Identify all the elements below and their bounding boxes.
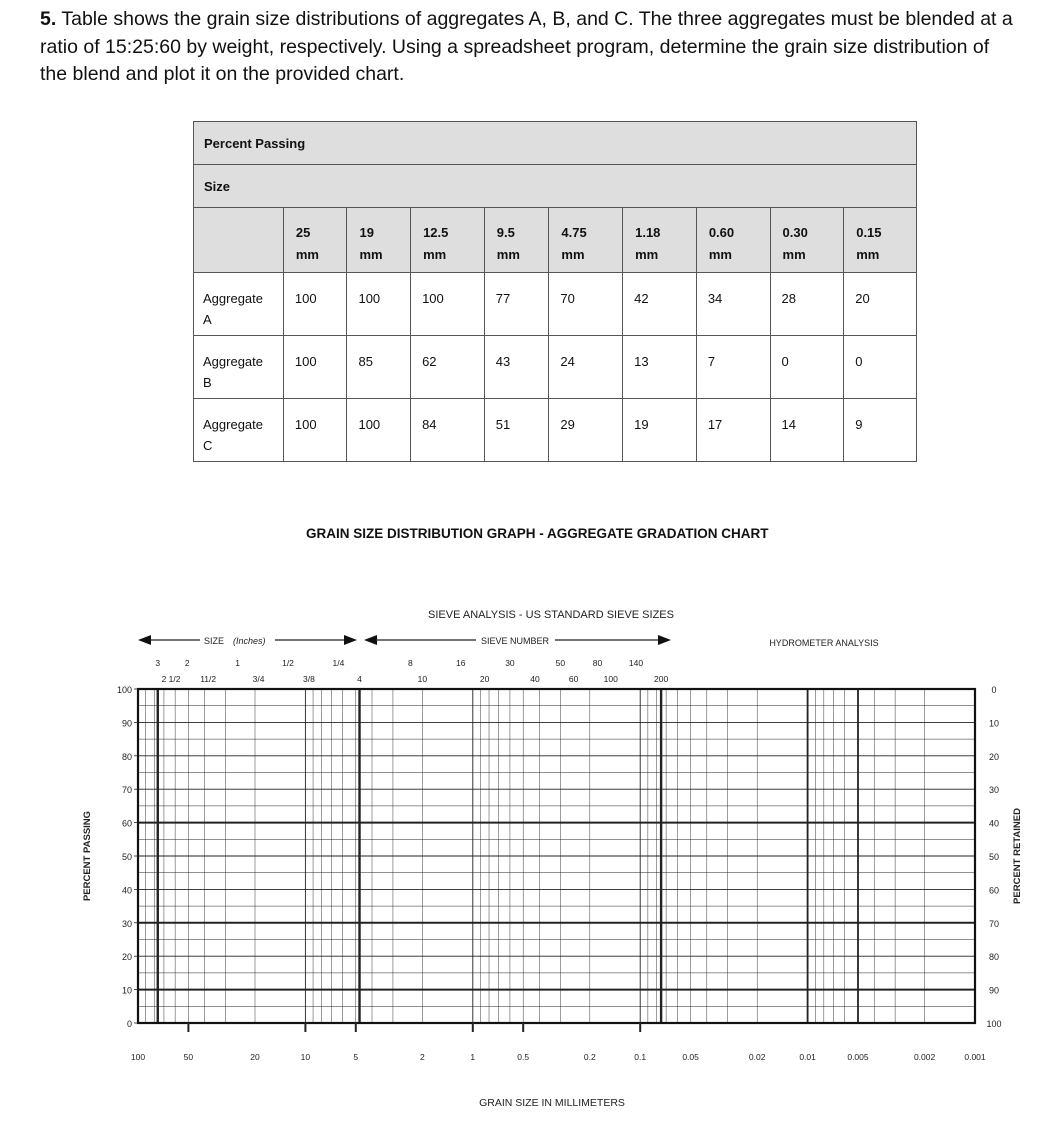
- size-cell: 19 mm: [347, 208, 411, 273]
- sieve-size-label: 16: [456, 658, 466, 668]
- sieve-size-label: 1: [235, 658, 240, 668]
- y-axis-right-label: PERCENT RETAINED: [1012, 808, 1023, 904]
- chart-grid: [134, 635, 975, 1032]
- grain-size-tick-label: 0.05: [682, 1052, 699, 1062]
- value-cell: 100: [411, 273, 485, 336]
- left-tick-label: 80: [121, 751, 132, 762]
- row-name: Aggregate A: [194, 273, 284, 336]
- size-cell: 9.5 mm: [484, 208, 549, 273]
- arrow-left-icon: [364, 635, 377, 645]
- value-cell: 19: [623, 399, 697, 462]
- value-cell: 100: [283, 336, 347, 399]
- right-tick-label: 0: [991, 685, 997, 695]
- size-cell: 1.18 mm: [623, 208, 697, 273]
- right-tick-label: 90: [988, 985, 1000, 996]
- value-cell: 28: [770, 273, 844, 336]
- sieve-size-label: 3: [155, 658, 161, 668]
- left-tick-label: 30: [121, 918, 132, 929]
- sieve-analysis-title: SIEVE ANALYSIS - US STANDARD SIEVE SIZES: [428, 609, 674, 621]
- left-tick-label: 70: [121, 785, 132, 796]
- left-tick-label: 10: [121, 985, 132, 996]
- sieve-size-label: 8: [408, 658, 413, 668]
- value-cell: 17: [696, 399, 770, 462]
- value-cell: 13: [623, 336, 697, 399]
- value-cell: 100: [347, 399, 411, 462]
- grain-size-tick-label: 5: [353, 1052, 359, 1062]
- sieve-size-label: 40: [530, 674, 540, 684]
- size-inches-label: SIZE: [204, 636, 225, 646]
- sieve-size-label: 10: [417, 674, 428, 684]
- right-tick-label: 20: [988, 751, 1000, 762]
- chart-title: GRAIN SIZE DISTRIBUTION GRAPH - AGGREGATE GRADATION CHART: [306, 526, 769, 541]
- arrow-left-icon: [138, 635, 151, 645]
- grain-size-table: [193, 121, 917, 462]
- value-cell: 29: [549, 399, 623, 462]
- size-cell: 25 mm: [283, 208, 347, 273]
- arrow-right-icon: [344, 635, 357, 645]
- sieve-size-label: 200: [654, 674, 669, 684]
- sieve-size-label: 30: [505, 658, 515, 668]
- size-cell: 4.75 mm: [549, 208, 623, 273]
- sieve-size-label: 1/4: [332, 658, 345, 668]
- left-tick-label: 20: [121, 952, 132, 963]
- value-cell: 77: [484, 273, 549, 336]
- value-cell: 100: [283, 273, 347, 336]
- left-tick-label: 40: [121, 885, 132, 896]
- value-cell: 43: [484, 336, 549, 399]
- value-cell: 62: [411, 336, 485, 399]
- right-tick-label: 10: [988, 718, 1000, 729]
- value-cell: 100: [283, 399, 347, 462]
- sieve-size-label: 60: [568, 674, 579, 684]
- right-tick-label: 40: [988, 818, 1000, 829]
- aggregate-b-row: [194, 336, 917, 399]
- sieve-size-label: 3/4: [252, 674, 265, 684]
- grain-size-tick-label: 0.2: [583, 1052, 596, 1062]
- grain-size-tick-label: 0.5: [517, 1052, 530, 1062]
- sieve-size-label: 100: [603, 674, 618, 684]
- sieve-size-label: 11/2: [200, 674, 217, 684]
- sieve-size-label: 2 1/2: [161, 674, 181, 684]
- question-line-1: 5. Table shows the grain size distributions of aggregates A, B, and C. The three aggregates must be blended at a: [40, 8, 1013, 30]
- sieve-size-label: 4: [357, 674, 362, 684]
- size-row: [194, 208, 917, 273]
- value-cell: 0: [770, 336, 844, 399]
- size-cell: 0.60 mm: [696, 208, 770, 273]
- grain-size-tick-label: 50: [183, 1052, 194, 1062]
- size-cell: 0.15 mm: [844, 208, 917, 273]
- sieve-size-label: 80: [592, 658, 603, 668]
- right-tick-label: 60: [988, 885, 1000, 896]
- aggregate-a-row: [194, 273, 917, 336]
- value-cell: 9: [844, 399, 917, 462]
- y-axis-left-label: PERCENT PASSING: [82, 810, 93, 902]
- size-cell: 12.5 mm: [411, 208, 485, 273]
- right-tick-label: 100: [986, 1019, 1002, 1029]
- value-cell: 85: [347, 336, 411, 399]
- grain-size-tick-label: 1: [470, 1052, 476, 1062]
- sieve-size-label: 3/8: [303, 674, 315, 684]
- value-cell: 84: [411, 399, 485, 462]
- left-tick-label: 100: [116, 685, 132, 695]
- value-cell: 100: [347, 273, 411, 336]
- sieve-size-label: 20: [479, 674, 490, 684]
- left-tick-label: 50: [121, 852, 132, 862]
- value-cell: 20: [844, 273, 917, 336]
- sieve-size-label: 2: [184, 658, 190, 668]
- aggregate-c-row: [194, 399, 917, 462]
- value-cell: 34: [696, 273, 770, 336]
- value-cell: 24: [549, 336, 623, 399]
- arrow-right-icon: [658, 635, 671, 645]
- sieve-size-label: 1/2: [282, 658, 294, 668]
- grain-size-tick-label: 0.001: [964, 1052, 986, 1062]
- value-cell: 14: [770, 399, 844, 462]
- gradation-chart: [0, 590, 1040, 1122]
- grain-size-tick-label: 0.02: [748, 1052, 766, 1062]
- size-header: Size: [194, 165, 917, 208]
- grain-size-tick-label: 0.005: [847, 1052, 869, 1062]
- left-tick-label: 60: [121, 818, 132, 829]
- x-axis-label: GRAIN SIZE IN MILLIMETERS: [479, 1097, 625, 1109]
- hydrometer-label: HYDROMETER ANALYSIS: [769, 638, 879, 648]
- size-inches-unit: (Inches): [233, 636, 266, 646]
- right-tick-label: 30: [988, 785, 1000, 796]
- value-cell: 70: [549, 273, 623, 336]
- sieve-size-label: 140: [628, 658, 644, 668]
- question-line-2: ratio of 15:25:60 by weight, respectively. Using a spreadsheet program, determine the grain size distribution of: [40, 35, 990, 58]
- sieve-number-label: SIEVE NUMBER: [481, 636, 550, 646]
- corner-cell: [194, 208, 284, 273]
- grain-size-tick-label: 20: [250, 1052, 260, 1062]
- right-tick-label: 80: [988, 952, 1000, 963]
- size-cell: 0.30 mm: [770, 208, 844, 273]
- grain-size-tick-label: 100: [130, 1052, 146, 1062]
- right-tick-label: 70: [988, 918, 1000, 929]
- value-cell: 0: [844, 336, 917, 399]
- value-cell: 7: [696, 336, 770, 399]
- chart-labels: [82, 609, 1023, 1109]
- grain-size-tick-label: 2: [420, 1052, 425, 1062]
- question-text: [40, 6, 1040, 89]
- value-cell: 42: [623, 273, 697, 336]
- question-line-3: the blend and plot it on the provided chart.: [40, 63, 405, 85]
- grain-size-tick-label: 0.002: [913, 1052, 936, 1062]
- left-tick-label: 90: [121, 718, 132, 729]
- row-name: Aggregate C: [194, 399, 284, 462]
- grain-size-tick-label: 10: [300, 1052, 311, 1062]
- question-number: 5.: [40, 8, 57, 30]
- left-tick-label: 0: [126, 1019, 132, 1029]
- row-name: Aggregate B: [194, 336, 284, 399]
- percent-passing-header: Percent Passing: [194, 122, 917, 165]
- grain-size-tick-label: 0.01: [799, 1052, 816, 1062]
- grain-size-tick-label: 0.1: [634, 1052, 647, 1062]
- right-tick-label: 50: [988, 852, 1000, 862]
- sieve-size-label: 50: [555, 658, 566, 668]
- value-cell: 51: [484, 399, 549, 462]
